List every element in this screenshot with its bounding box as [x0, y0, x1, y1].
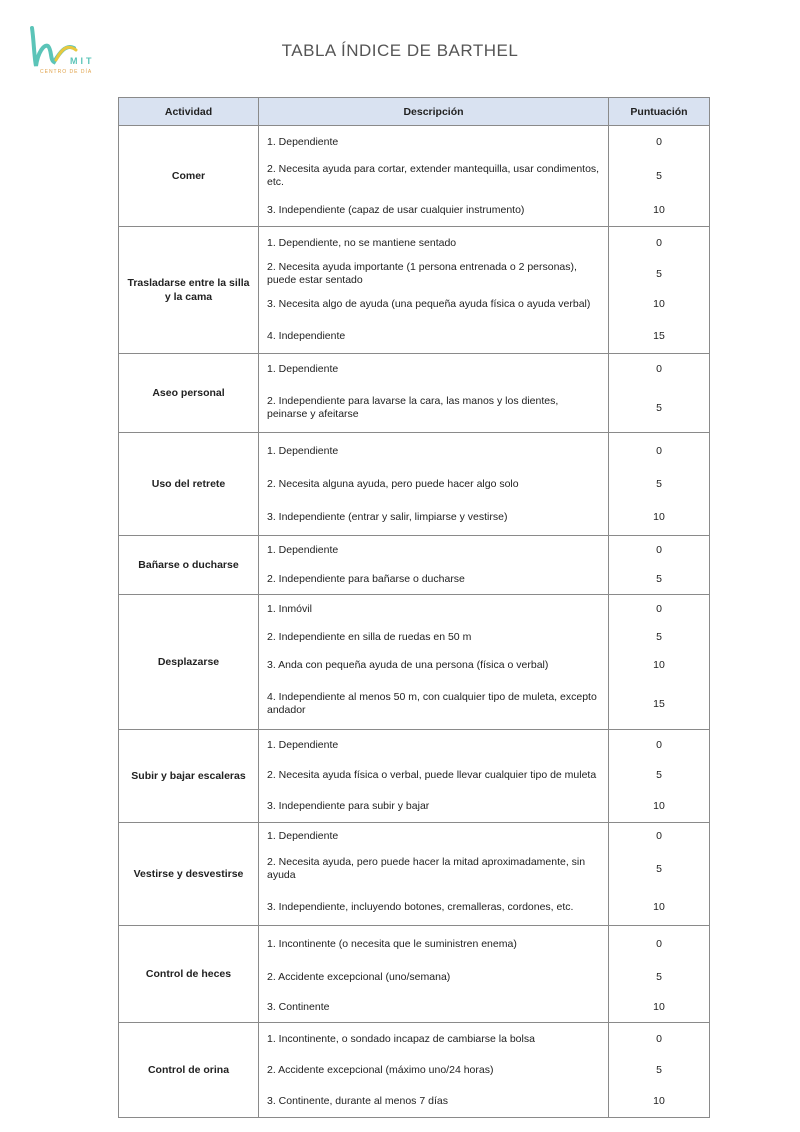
table-row	[119, 823, 710, 926]
description-item: 1. Dependiente	[267, 362, 339, 375]
table-row	[119, 433, 710, 536]
description-item: 4. Independiente	[267, 329, 346, 342]
page-title: TABLA ÍNDICE DE BARTHEL	[281, 41, 519, 60]
table-row	[119, 595, 710, 730]
score-value: 0	[656, 1033, 662, 1045]
score-value: 15	[653, 698, 665, 710]
description-item: 2. Independiente para lavarse la cara, las manos y los dientes, peinarse y afeitarse	[267, 395, 559, 420]
activity-cell: Uso del retrete	[119, 433, 259, 536]
score-value: 0	[656, 603, 662, 615]
description-cell	[259, 1023, 609, 1118]
score-value: 5	[656, 268, 662, 280]
score-cell	[609, 433, 710, 536]
description-item: 3. Independiente, incluyendo botones, cremalleras, cordones, etc.	[267, 900, 574, 913]
score-value: 5	[656, 1064, 662, 1076]
score-value: 10	[653, 800, 665, 812]
score-cell	[609, 126, 710, 227]
score-value: 10	[653, 1095, 665, 1107]
description-item: 3. Independiente para subir y bajar	[267, 799, 430, 812]
description-item: 2. Necesita ayuda para cortar, extender mantequilla, usar condimentos, etc.	[267, 163, 600, 188]
score-value: 15	[653, 330, 665, 342]
score-value: 5	[656, 478, 662, 490]
description-cell	[259, 354, 609, 433]
description-item: 3. Independiente (capaz de usar cualquier instrumento)	[267, 203, 525, 216]
description-cell	[259, 823, 609, 926]
description-item: 3. Continente	[267, 1000, 330, 1013]
description-item: 2. Necesita ayuda importante (1 persona entrenada o 2 personas), puede estar sentado	[267, 261, 577, 286]
table-row	[119, 1023, 710, 1118]
description-item: 1. Incontinente (o necesita que le suministren enema)	[267, 937, 517, 950]
description-cell	[259, 730, 609, 823]
score-cell	[609, 354, 710, 433]
description-cell	[259, 126, 609, 227]
description-item: 1. Dependiente	[267, 444, 339, 457]
activity-cell: Trasladarse entre la silla y la cama	[119, 227, 259, 354]
description-item: 2. Accidente excepcional (uno/semana)	[267, 970, 451, 983]
score-value: 0	[656, 136, 662, 148]
table-row	[119, 926, 710, 1023]
description-item: 4. Independiente al menos 50 m, con cualquier tipo de muleta, excepto andador	[267, 691, 597, 716]
description-cell	[259, 595, 609, 730]
description-item: 3. Necesita algo de ayuda (una pequeña ayuda física o ayuda verbal)	[267, 297, 591, 310]
logo-text: MIT	[70, 56, 95, 66]
description-item: 2. Necesita ayuda física o verbal, puede llevar cualquier tipo de muleta	[267, 768, 597, 781]
score-value: 5	[656, 769, 662, 781]
score-value: 5	[656, 402, 662, 414]
table-row	[119, 536, 710, 595]
score-value: 0	[656, 739, 662, 751]
description-cell	[259, 536, 609, 595]
table-row	[119, 730, 710, 823]
activity-cell: Desplazarse	[119, 595, 259, 730]
score-value: 0	[656, 938, 662, 950]
score-cell	[609, 926, 710, 1023]
description-item: 1. Dependiente	[267, 829, 339, 842]
score-value: 5	[656, 573, 662, 585]
score-value: 5	[656, 631, 662, 643]
score-value: 5	[656, 971, 662, 983]
score-cell	[609, 536, 710, 595]
description-item: 3. Independiente (entrar y salir, limpiarse y vestirse)	[267, 510, 508, 523]
score-value: 0	[656, 363, 662, 375]
score-cell	[609, 595, 710, 730]
table-row	[119, 126, 710, 227]
score-value: 10	[653, 511, 665, 523]
score-value: 0	[656, 445, 662, 457]
activity-cell: Control de heces	[119, 926, 259, 1023]
description-cell	[259, 227, 609, 354]
table-header-row	[119, 98, 710, 126]
description-item: 1. Dependiente, no se mantiene sentado	[267, 236, 457, 249]
column-header-activity: Actividad	[119, 98, 259, 126]
activity-cell: Vestirse y desvestirse	[119, 823, 259, 926]
score-cell	[609, 227, 710, 354]
score-value: 0	[656, 830, 662, 842]
score-cell	[609, 730, 710, 823]
table-row	[119, 354, 710, 433]
activity-cell: Subir y bajar escaleras	[119, 730, 259, 823]
score-value: 5	[656, 170, 662, 182]
score-value: 10	[653, 1001, 665, 1013]
activity-cell: Control de orina	[119, 1023, 259, 1118]
description-item: 3. Anda con pequeña ayuda de una persona (física o verbal)	[267, 658, 549, 671]
score-value: 10	[653, 901, 665, 913]
activity-cell: Aseo personal	[119, 354, 259, 433]
description-item: 2. Necesita ayuda, pero puede hacer la mitad aproximadamente, sin ayuda	[267, 856, 586, 881]
description-cell	[259, 433, 609, 536]
activity-cell: Bañarse o ducharse	[119, 536, 259, 595]
description-item: 2. Accidente excepcional (máximo uno/24 horas)	[267, 1063, 494, 1076]
barthel-table	[118, 97, 710, 1118]
activity-cell: Comer	[119, 126, 259, 227]
description-item: 2. Independiente en silla de ruedas en 50 m	[267, 630, 472, 643]
score-value: 5	[656, 863, 662, 875]
table-row	[119, 227, 710, 354]
column-header-description: Descripción	[259, 98, 609, 126]
description-item: 3. Continente, durante al menos 7 días	[267, 1094, 448, 1107]
score-value: 0	[656, 544, 662, 556]
description-item: 1. Dependiente	[267, 135, 339, 148]
score-cell	[609, 1023, 710, 1118]
description-item: 1. Inmóvil	[267, 602, 312, 615]
score-cell	[609, 823, 710, 926]
description-item: 1. Incontinente, o sondado incapaz de cambiarse la bolsa	[267, 1032, 535, 1045]
column-header-score: Puntuación	[609, 98, 710, 126]
description-item: 2. Necesita alguna ayuda, pero puede hacer algo solo	[267, 477, 519, 490]
score-value: 10	[653, 204, 665, 216]
score-value: 10	[653, 298, 665, 310]
description-item: 2. Independiente para bañarse o ducharse	[267, 572, 465, 585]
description-item: 1. Dependiente	[267, 738, 339, 751]
score-value: 10	[653, 659, 665, 671]
description-cell	[259, 926, 609, 1023]
description-item: 1. Dependiente	[267, 543, 339, 556]
logo-subtext: CENTRO DE DÍA	[40, 69, 93, 75]
score-value: 0	[656, 237, 662, 249]
